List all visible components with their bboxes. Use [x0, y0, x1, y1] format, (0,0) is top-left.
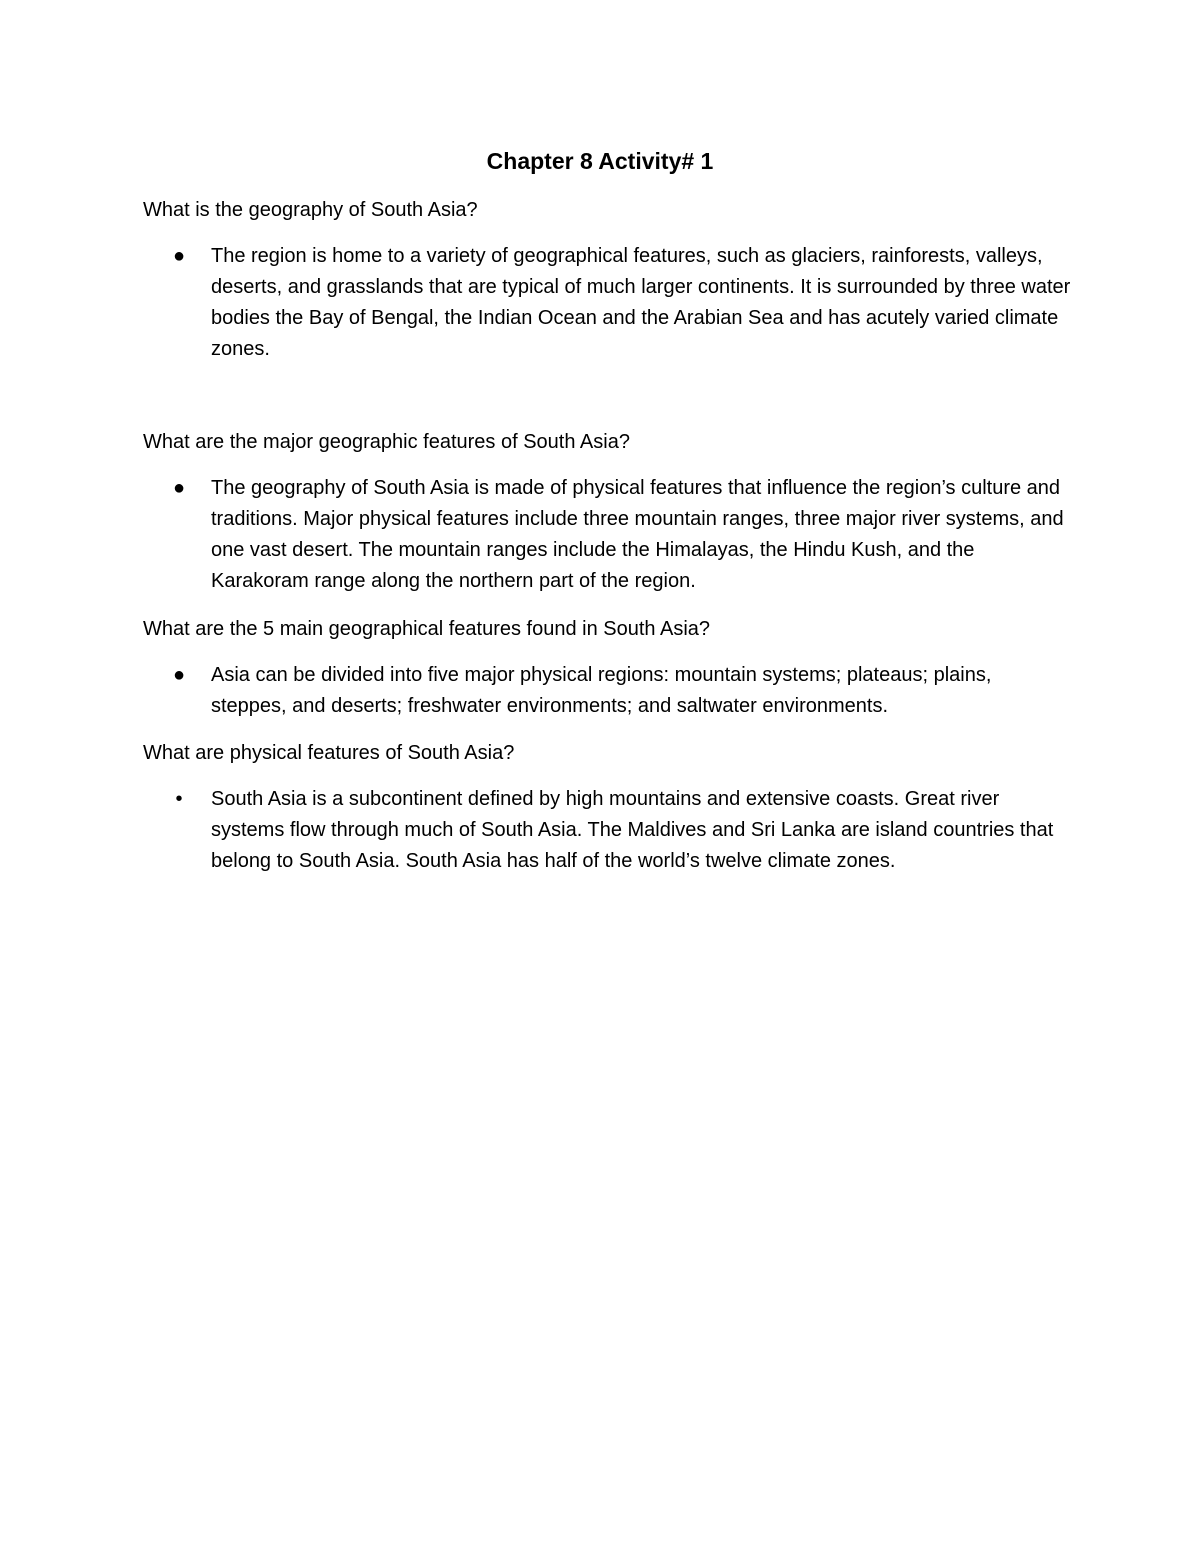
question-4: What are physical features of South Asia?	[143, 742, 515, 764]
answer-3: Asia can be divided into five major physical regions: mountain systems; plateaus; plains, steppes, and deserts; freshwater environments; and saltwater environments.	[211, 664, 992, 717]
list-item	[175, 784, 1071, 877]
list-item	[172, 473, 1071, 597]
question-2: What are the major geographic features of South Asia?	[143, 431, 630, 453]
bullet-icon: ●	[172, 245, 186, 267]
answer-4: South Asia is a subcontinent defined by high mountains and extensive coasts. Great river systems flow through much of South Asia. The Maldives and Sri Lanka are island countries that belong to South Asia. South Asia has half of the world’s twelve climate zones.	[211, 788, 1054, 872]
list-item	[172, 241, 1071, 365]
question-3: What are the 5 main geographical features found in South Asia?	[143, 618, 711, 640]
question-1: What is the geography of South Asia?	[143, 199, 478, 221]
page-title: Chapter 8 Activity# 1	[486, 148, 714, 174]
bullet-icon: ●	[172, 477, 186, 499]
bullet-icon: ●	[172, 664, 186, 686]
bullet-icon: •	[175, 788, 183, 810]
answer-2: The geography of South Asia is made of physical features that influence the region’s culture and traditions. Major physical features include three mountain ranges, three major river systems, and one vast desert. The mountain ranges include the Himalayas, the Hindu Kush, and the Karakoram range along the northern part of the region.	[211, 477, 1064, 592]
list-item	[172, 660, 1071, 722]
answer-1: The region is home to a variety of geographical features, such as glaciers, rainforests, valleys, deserts, and grasslands that are typical of much larger continents. It is surrounded by three water bodies the Bay of Bengal, the Indian Ocean and the Arabian Sea and has acutely varied climate zones.	[211, 245, 1071, 360]
